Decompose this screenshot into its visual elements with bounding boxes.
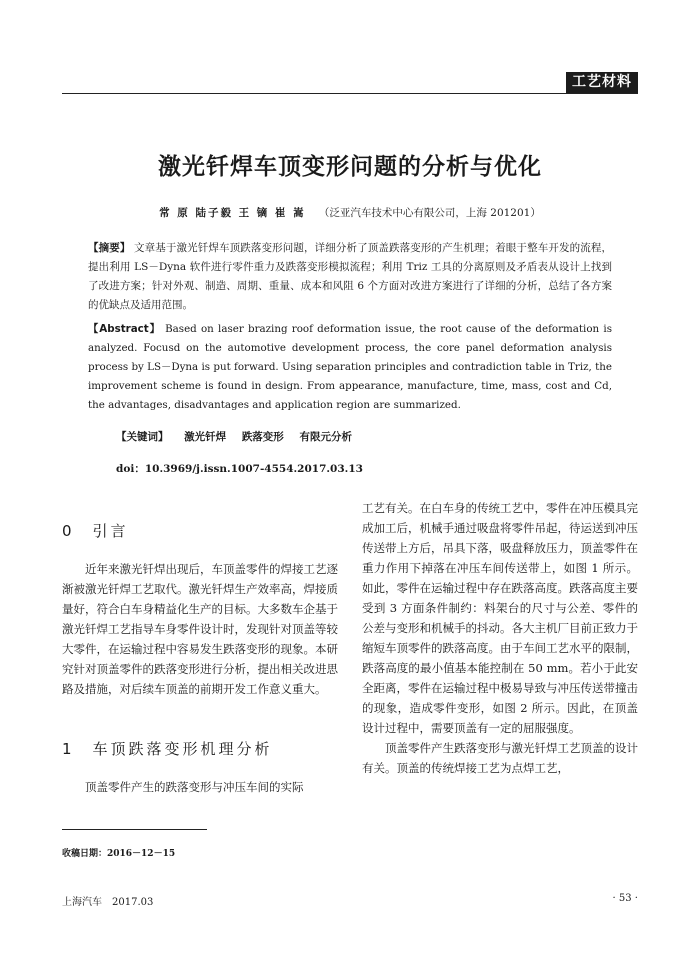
footnote-rule bbox=[62, 829, 207, 830]
author-affiliation: （泛亚汽车技术中心有限公司，上海 201201） bbox=[318, 207, 541, 219]
intro-paragraph: 近年来激光钎焊出现后，车顶盖零件的焊接工艺逐渐被激光钎焊工艺取代。激光钎焊生产效率高，焊接质量好，符合白车身精益化生产的目标。大多数车企基于激光钎焊工艺指导车身零件设计时，发现针对顶盖等较大零件，在运输过程中容易发生跌落变形的现象。本研究针对顶盖零件的跌落变形进行分析，提出相关改进思路及措施，对后续车顶盖的前期开发工作意义重大。 bbox=[62, 562, 338, 696]
journal-footer: 上海汽车 2017.03 bbox=[62, 897, 154, 908]
right-paragraph-1: 工艺有关。在白车身的传统工艺中，零件在冲压模具完成加工后，机械手通过吸盘将零件吊起，待运送到冲压传送带上方后，吊具下落，吸盘释放压力，顶盖零件在重力作用下掉落在冲压车间传送带上，如图 1 所示。如此，零件在运输过程中存在跌落高度。跌落高度主要受到 3 方面条件制约：料架台的尺寸与公差、零件的公差与变形和机械手的抖动。各大主机厂目前正致力于缩短车顶零件的跌落高度。由于车间工艺水平的限制，跌落高度的最小值基本能控制在 50 mm。若小于此安全距离，零件在运输过程中极易导致与冲压传送带撞击的现象，造成零件变形，如图 2 所示。因此，在顶盖设计过程中，需要顶盖有一定的屈服强度。 bbox=[362, 501, 638, 735]
abstract-zh-text: 文章基于激光钎焊车顶跌落变形问题，详细分析了顶盖跌落变形的产生机理；着眼于整车开发的流程，提出利用 LS－Dyna 软件进行零件重力及跌落变形模拟流程；利用 Triz 工具的分离原则及矛盾表从设计上找到了改进方案；针对外观、制造、周期、重量、成本和风阻 6 个方面对改进方案进行了详细的分析，总结了各方案的优缺点及适用范围。 bbox=[88, 242, 613, 311]
intro-heading: 0 引言 bbox=[62, 522, 129, 540]
keywords bbox=[116, 429, 364, 444]
abstract-zh-label: 【摘要】 bbox=[88, 242, 131, 254]
keyword: 跌落变形 bbox=[241, 431, 284, 443]
abstract-zh bbox=[88, 239, 612, 315]
author-line bbox=[0, 205, 700, 220]
abstract-en bbox=[88, 320, 612, 415]
section1-paragraph: 顶盖零件产生的跌落变形与冲压车间的实际 bbox=[85, 780, 304, 794]
doi: doi：10.3969/j.issn.1007-4554.2017.03.13 bbox=[116, 463, 363, 475]
page-number: · 53 · bbox=[612, 893, 638, 904]
article-title: 激光钎焊车顶变形问题的分析与优化 bbox=[158, 154, 542, 180]
section1-body bbox=[62, 777, 338, 797]
author-names: 常 原 陆子毅 王 镝 崔 嵩 bbox=[159, 207, 306, 219]
right-paragraph-2: 顶盖零件产生跌落变形与激光钎焊工艺顶盖的设计有关。顶盖的传统焊接工艺为点焊工艺， bbox=[362, 741, 638, 775]
keyword: 有限元分析 bbox=[299, 431, 352, 443]
keywords-label: 【关键词】 bbox=[116, 431, 169, 443]
abstract-en-label: 【Abstract】 bbox=[88, 323, 161, 335]
received-date: 收稿日期：2016－12－15 bbox=[62, 849, 176, 859]
section-badge: 工艺材料 bbox=[566, 72, 638, 93]
header-rule bbox=[62, 93, 638, 94]
abstract-en-text: Based on laser brazing roof deformation issue, the root cause of the deformation is analyzed. Focusd on the automotive development process, the core panel deformation analysis process by LS－Dyna is put forward. Using separation principles and contradiction table in Triz, the improvement scheme is found in design. From appearance, manufacture, time, mass, cost and Cd, the advantages, disadvantages and application region are summarized. bbox=[88, 323, 612, 411]
intro-body bbox=[62, 559, 338, 699]
section1-heading: 1 车顶跌落变形机理分析 bbox=[62, 740, 273, 758]
right-column bbox=[362, 498, 638, 778]
keyword: 激光钎焊 bbox=[184, 431, 227, 443]
